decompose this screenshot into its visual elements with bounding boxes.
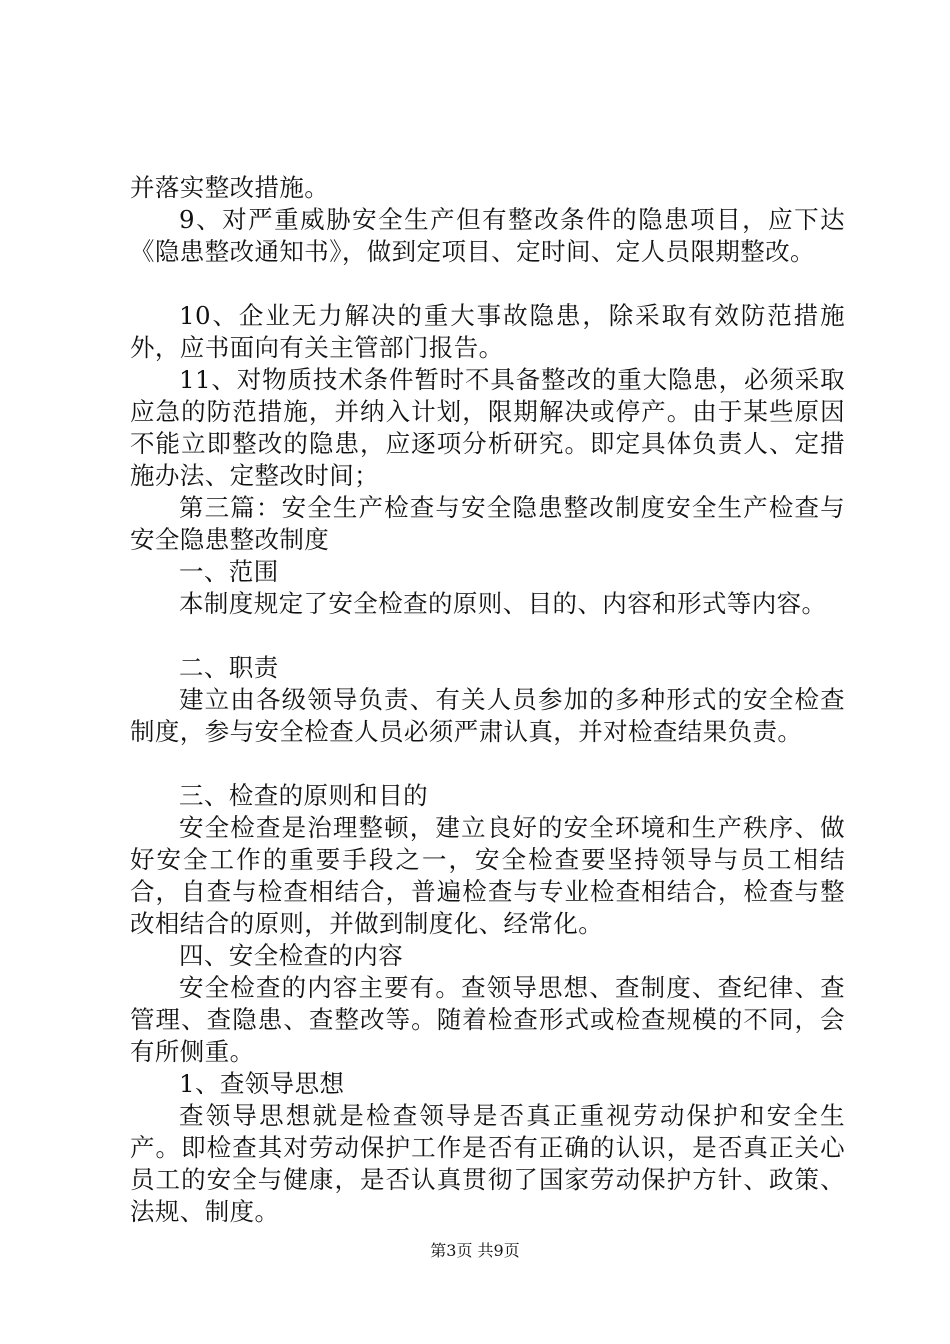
page-number-label: 第3页 共9页 bbox=[430, 1241, 520, 1260]
paragraph: 安全检查的内容主要有。查领导思想、查制度、查纪律、查管理、查隐患、查整改等。随着检查形式或检查规模的不同，会有所侧重。 bbox=[130, 973, 845, 1066]
paragraph: 10、企业无力解决的重大事故隐患，除采取有效防范措施外，应书面向有关主管部门报告。 bbox=[130, 301, 845, 362]
paragraph: 安全检查是治理整顿，建立良好的安全环境和生产秩序、做好安全工作的重要手段之一，安全检查要坚持领导与员工相结合，自查与检查相结合，普遍检查与专业检查相结合，检查与整改相结合的原则，并做到制度化、经常化。 bbox=[130, 813, 845, 938]
paragraph: 本制度规定了安全检查的原则、目的、内容和形式等内容。 bbox=[179, 589, 827, 618]
page-footer bbox=[0, 1241, 950, 1261]
document-body bbox=[130, 172, 845, 1228]
paragraph: 并落实整改措施。 bbox=[130, 173, 330, 202]
section-heading: 四、安全检查的内容 bbox=[179, 941, 404, 970]
paragraph: 建立由各级领导负责、有关人员参加的多种形式的安全检查制度，参与安全检查人员必须严肃认真，并对检查结果负责。 bbox=[130, 685, 845, 746]
paragraph: 9、对严重威胁安全生产但有整改条件的隐患项目，应下达《隐患整改通知书》，做到定项目、定时间、定人员限期整改。 bbox=[130, 205, 845, 266]
section-heading: 一、范围 bbox=[179, 557, 279, 586]
chapter-heading: 第三篇：安全生产检查与安全隐患整改制度安全生产检查与安全隐患整改制度 bbox=[130, 493, 845, 554]
paragraph: 查领导思想就是检查领导是否真正重视劳动保护和安全生产。即检查其对劳动保护工作是否有正确的认识，是否真正关心员工的安全与健康，是否认真贯彻了国家劳动保护方针、政策、法规、制度。 bbox=[130, 1101, 845, 1226]
section-heading: 三、检查的原则和目的 bbox=[179, 781, 428, 810]
section-heading: 二、职责 bbox=[179, 653, 279, 682]
paragraph: 11、对物质技术条件暂时不具备整改的重大隐患，必须采取应急的防范措施，并纳入计划，限期解决或停产。由于某些原因不能立即整改的隐患，应逐项分析研究。即定具体负责人、定措施办法、定整改时间； bbox=[130, 365, 845, 490]
subsection-heading: 1、查领导思想 bbox=[179, 1069, 345, 1098]
